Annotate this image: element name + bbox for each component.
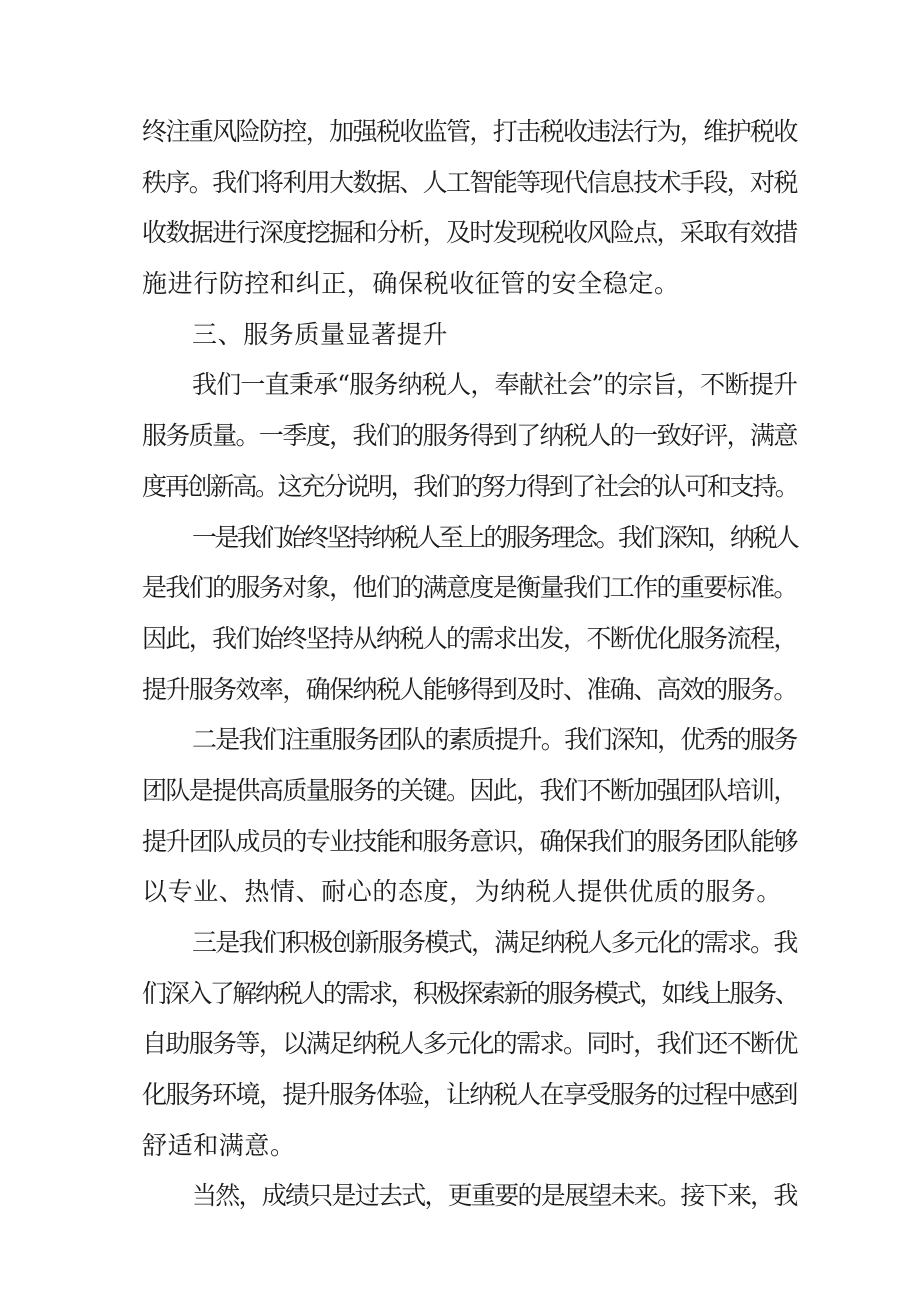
section-heading: 三、服务质量显著提升 [192,319,449,349]
document-body [142,107,797,1222]
text-line: 自助服务等，以满足纳税人多元化的需求。同时，我们还不断优 [142,1029,797,1059]
text-line: 舒适和满意。 [142,1130,296,1160]
text-line: 团队是提供高质量服务的关键。因此，我们不断加强团队培训， [142,775,797,805]
text-line: 提升服务效率，确保纳税人能够得到及时、准确、高效的服务。 [142,674,797,704]
text-line: 二是我们注重服务团队的素质提升。我们深知，优秀的服务 [192,725,797,755]
text-line: 提升团队成员的专业技能和服务意识，确保我们的服务团队能够 [142,826,797,856]
text-line: 是我们的服务对象，他们的满意度是衡量我们工作的重要标准。 [142,573,797,603]
text-line: 当然，成绩只是过去式，更重要的是展望未来。接下来，我 [192,1181,797,1211]
text-line: 我们一直秉承“服务纳税人，奉献社会”的宗旨，不断提升 [192,370,798,400]
text-line: 度再创新高。这充分说明，我们的努力得到了社会的认可和支持。 [142,471,798,501]
text-line: 施进行防控和纠正，确保税收征管的安全稳定。 [142,269,680,299]
text-line: 们深入了解纳税人的需求，积极探索新的服务模式，如线上服务、 [142,978,798,1008]
text-line: 三是我们积极创新服务模式，满足纳税人多元化的需求。我 [192,928,797,957]
text-line: 以专业、热情、耐心的态度，为纳税人提供优质的服务。 [142,877,783,907]
text-line: 秩序。我们将利用大数据、人工智能等现代信息技术手段，对税 [142,167,797,197]
text-line: 化服务环境，提升服务体验，让纳税人在享受服务的过程中感到 [142,1080,797,1110]
text-line: 收数据进行深度挖掘和分析，及时发现税收风险点，采取有效措 [142,218,797,248]
text-line: 终注重风险防控，加强税收监管，打击税收违法行为，维护税收 [142,117,797,146]
text-line: 服务质量。一季度，我们的服务得到了纳税人的一致好评，满意 [142,421,797,451]
text-line: 因此，我们始终坚持从纳税人的需求出发，不断优化服务流程， [142,623,797,653]
text-line: 一是我们始终坚持纳税人至上的服务理念。我们深知，纳税人 [192,522,798,552]
